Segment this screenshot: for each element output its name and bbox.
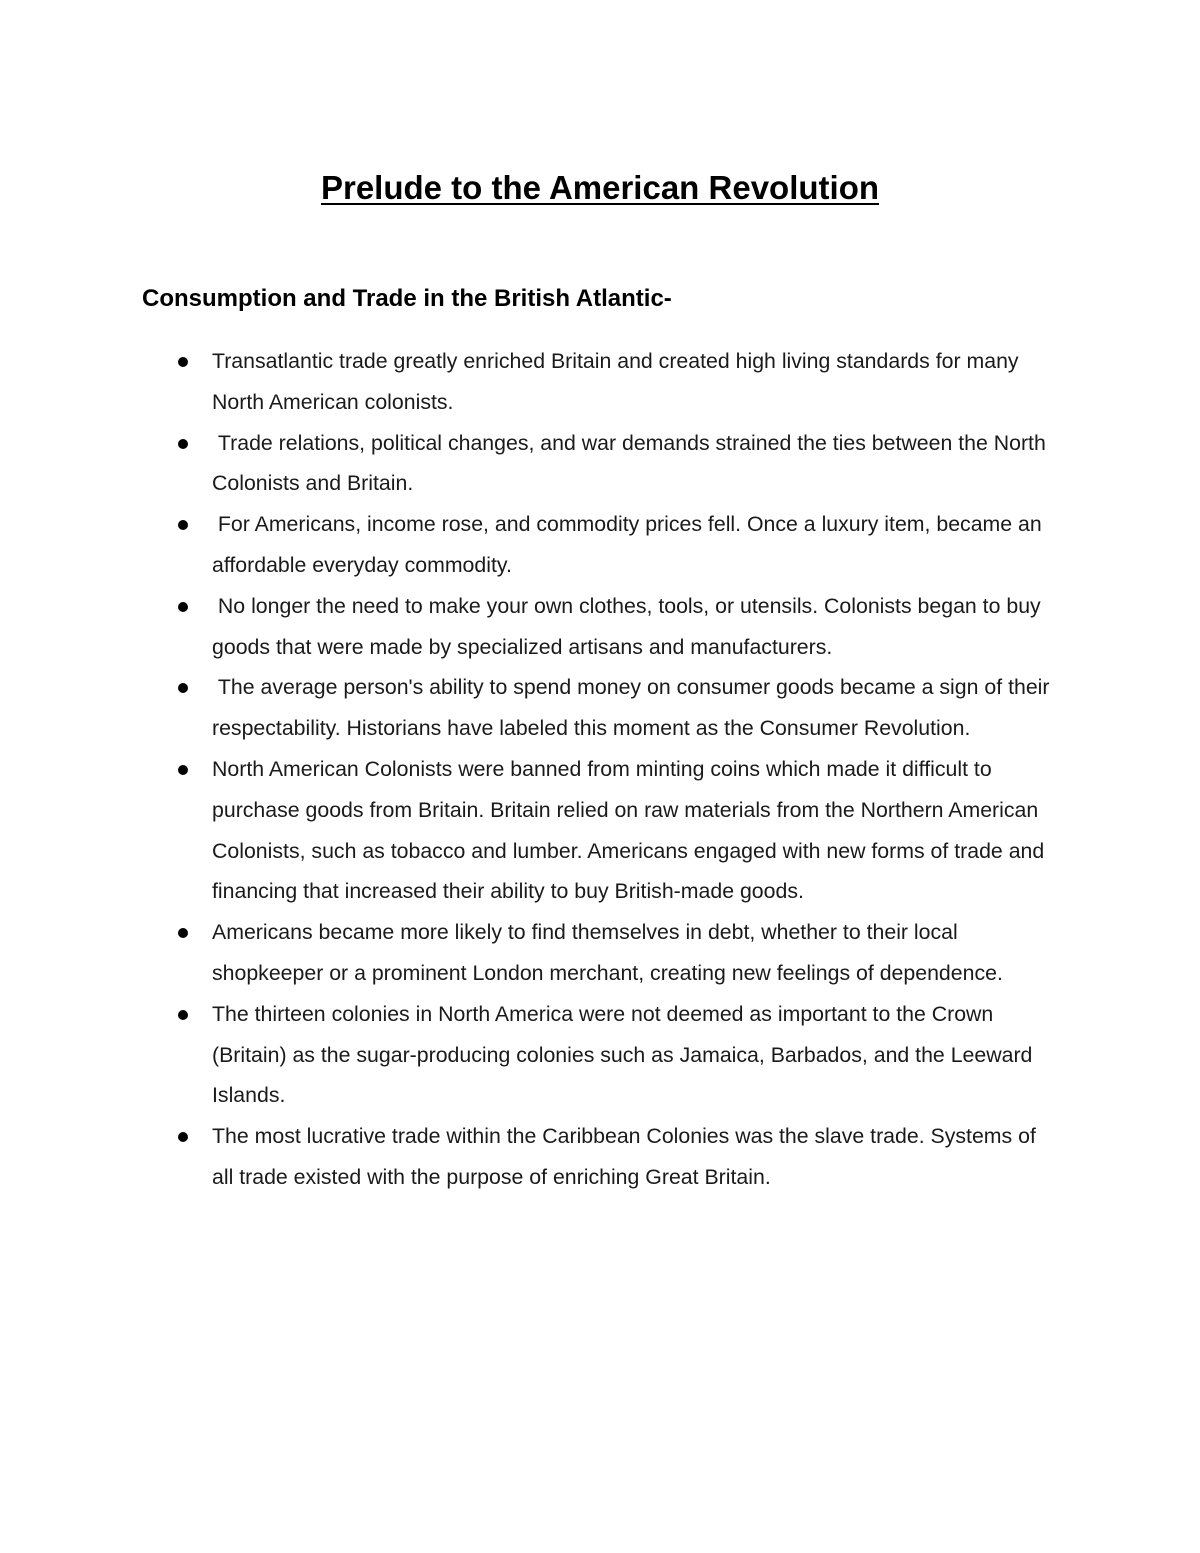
list-item (0, 749, 1062, 912)
bullet-icon (178, 439, 188, 449)
list-item (0, 994, 1062, 1116)
document-title: Prelude to the American Revolution (320, 169, 880, 206)
bullet-icon (178, 683, 188, 693)
bullet-icon (178, 357, 188, 367)
list-item (0, 504, 1062, 586)
bullet-icon (178, 928, 188, 938)
bullet-list (0, 341, 1200, 1198)
bullet-icon (178, 1132, 188, 1142)
list-item-text: North American Colonists were banned from minting coins which made it difficult to purchase goods from Britain. Britain relied on raw materials from the Northern American Colonists, such as tobacco and lumber. Americans engaged with new forms of trade and financing that increased their ability to buy British-made goods. (212, 756, 1051, 904)
list-item (0, 912, 1062, 994)
list-item (0, 1116, 1062, 1198)
list-item-text: Trade relations, political changes, and war demands strained the ties between the North Colonists and Britain. (212, 430, 1052, 496)
list-item-text: No longer the need to make your own clothes, tools, or utensils. Colonists began to buy goods that were made by specialized artisans and manufacturers. (212, 593, 1047, 659)
bullet-icon (178, 1010, 188, 1020)
list-item-text: For Americans, income rose, and commodity prices fell. Once a luxury item, became an affordable everyday commodity. (212, 512, 1048, 577)
list-item-text: The thirteen colonies in North America were not deemed as important to the Crown (Britain) as the sugar-producing colonies such as Jamaica, Barbados, and the Leeward Islands. (212, 1001, 1039, 1108)
list-item (0, 423, 1062, 505)
bullet-icon (178, 602, 188, 612)
section-heading: Consumption and Trade in the British Atlantic- (142, 285, 672, 312)
list-item-text: The most lucrative trade within the Caribbean Colonies was the slave trade. Systems of all trade existed with the purpose of enriching Great Britain. (212, 1124, 1042, 1189)
list-item-text: Americans became more likely to find themselves in debt, whether to their local shopkeeper or a prominent London merchant, creating new feelings of dependence. (212, 920, 1003, 985)
list-item (0, 667, 1062, 749)
list-item (0, 341, 1062, 423)
list-item-text: Transatlantic trade greatly enriched Britain and created high living standards for many North American colonists. (212, 349, 1025, 414)
bullet-icon (178, 520, 188, 530)
list-item-text: The average person's ability to spend money on consumer goods became a sign of their respectability. Historians have labeled this moment as the Consumer Revolution. (212, 675, 1056, 741)
bullet-icon (178, 765, 188, 775)
list-item (0, 586, 1062, 668)
